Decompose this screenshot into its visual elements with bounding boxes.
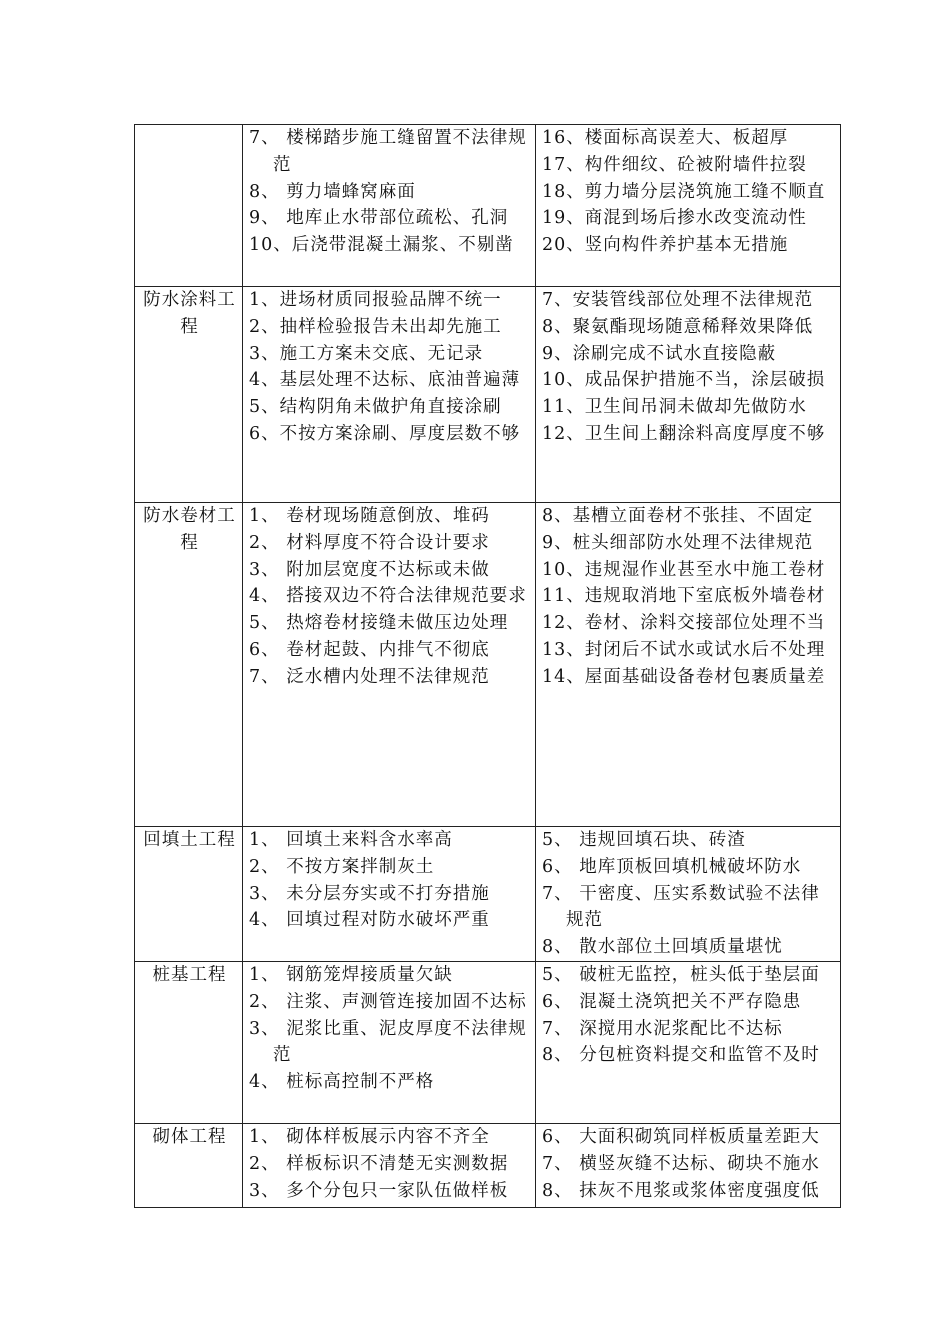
list-item: 2、 样板标识不清楚无实测数据 — [249, 1153, 509, 1174]
category-label: 防水涂料工程 — [143, 290, 236, 337]
list-item: 6、 卷材起鼓、内排气不彻底 — [249, 639, 490, 660]
list-item: 16、楼面标高误差大、板超厚 — [542, 128, 789, 148]
list-item: 5、结构阴角未做护角直接涂刷 — [249, 397, 502, 418]
left-items-cell — [243, 962, 536, 1124]
list-item: 4、 搭接双边不符合法律规范要求 — [249, 586, 527, 607]
list-item: 3、 泥浆比重、泥皮厚度不法律规范 — [249, 1018, 527, 1066]
list-item: 2、 注浆、声测管连接加固不达标 — [249, 991, 527, 1012]
list-item: 3、 未分层夯实或不打夯措施 — [249, 883, 490, 904]
right-items-cell — [536, 503, 841, 827]
left-items-cell — [243, 503, 536, 827]
list-item: 1、 钢筋笼焊接质量欠缺 — [249, 965, 453, 985]
list-item: 5、 违规回填石块、砖渣 — [542, 830, 746, 850]
right-items-cell — [536, 827, 841, 962]
list-item: 14、屋面基础设备卷材包裹质量差 — [542, 666, 826, 687]
table-row — [135, 827, 841, 962]
list-item: 8、 散水部位土回填质量堪忧 — [542, 937, 783, 958]
list-item: 3、施工方案未交底、无记录 — [249, 343, 484, 364]
defects-table-body — [135, 125, 841, 1208]
left-items-cell — [243, 287, 536, 503]
list-item: 7、 楼梯踏步施工缝留置不法律规范 — [249, 128, 527, 175]
list-item: 6、 混凝土浇筑把关不严存隐患 — [542, 991, 802, 1012]
list-item: 4、 桩标高控制不严格 — [249, 1072, 435, 1093]
list-item: 11、卫生间吊洞未做却先做防水 — [542, 397, 807, 418]
list-item: 12、卫生间上翻涂料高度厚度不够 — [542, 423, 826, 444]
category-cell — [135, 1124, 243, 1208]
category-label: 桩基工程 — [152, 965, 227, 985]
right-items-cell — [536, 1124, 841, 1208]
left-items-cell — [243, 125, 536, 287]
list-item: 5、 破桩无监控，桩头低于垫层面 — [542, 965, 820, 985]
table-row — [135, 1124, 841, 1208]
right-items-cell — [536, 287, 841, 503]
right-items-cell — [536, 962, 841, 1124]
list-item: 6、 大面积砌筑同样板质量差距大 — [542, 1127, 820, 1147]
list-item: 7、 干密度、压实系数试验不法律规范 — [542, 883, 820, 931]
list-item: 19、商混到场后掺水改变流动性 — [542, 208, 807, 229]
list-item: 9、桩头细部防水处理不法律规范 — [542, 532, 814, 553]
list-item: 6、 地库顶板回填机械破坏防水 — [542, 856, 802, 877]
list-item: 1、 砌体样板展示内容不齐全 — [249, 1127, 490, 1147]
defects-table — [134, 124, 841, 1208]
list-item: 18、剪力墙分层浇筑施工缝不顺直 — [542, 181, 826, 202]
category-cell — [135, 125, 243, 287]
list-item: 2、抽样检验报告未出却先施工 — [249, 316, 502, 337]
category-cell — [135, 827, 243, 962]
list-item: 10、后浇带混凝土漏浆、不剔凿 — [249, 235, 514, 256]
table-row — [135, 962, 841, 1124]
list-item: 3、 多个分包只一家队伍做样板 — [249, 1180, 509, 1201]
list-item: 9、 地库止水带部位疏松、孔洞 — [249, 208, 509, 229]
list-item: 8、 分包桩资料提交和监管不及时 — [542, 1045, 820, 1066]
list-item: 13、封闭后不试水或试水后不处理 — [542, 639, 826, 660]
category-label: 回填土工程 — [143, 830, 236, 850]
list-item: 1、进场材质同报验品牌不统一 — [249, 290, 502, 310]
list-item: 8、 剪力墙蜂窝麻面 — [249, 181, 416, 202]
table-row — [135, 125, 841, 287]
category-label: 砌体工程 — [152, 1127, 227, 1147]
list-item: 7、 横竖灰缝不达标、砌块不施水 — [542, 1153, 820, 1174]
list-item: 8、 抹灰不甩浆或浆体密度强度低 — [542, 1180, 820, 1201]
left-items-cell — [243, 1124, 536, 1208]
list-item: 3、 附加层宽度不达标或未做 — [249, 559, 490, 580]
table-row — [135, 503, 841, 827]
list-item: 7、安装管线部位处理不法律规范 — [542, 290, 814, 310]
table-row — [135, 287, 841, 503]
list-item: 8、基槽立面卷材不张挂、不固定 — [542, 506, 814, 526]
list-item: 1、 卷材现场随意倒放、堆码 — [249, 506, 490, 526]
list-item: 5、 热熔卷材接缝未做压边处理 — [249, 613, 509, 634]
list-item: 7、 深搅用水泥浆配比不达标 — [542, 1018, 783, 1039]
category-cell — [135, 287, 243, 503]
list-item: 17、构件细纹、砼被附墙件拉裂 — [542, 154, 807, 175]
list-item: 4、基层处理不达标、底油普遍薄 — [249, 370, 521, 391]
list-item: 20、竖向构件养护基本无措施 — [542, 235, 789, 256]
left-items-cell — [243, 827, 536, 962]
list-item: 7、 泛水槽内处理不法律规范 — [249, 666, 490, 687]
list-item: 10、成品保护措施不当，涂层破损 — [542, 370, 826, 391]
category-cell — [135, 962, 243, 1124]
list-item: 8、聚氨酯现场随意稀释效果降低 — [542, 316, 814, 337]
list-item: 4、 回填过程对防水破坏严重 — [249, 910, 490, 931]
list-item: 2、 材料厚度不符合设计要求 — [249, 532, 490, 553]
list-item: 6、不按方案涂刷、厚度层数不够 — [249, 423, 521, 444]
category-label: 防水卷材工程 — [143, 506, 236, 553]
list-item: 11、违规取消地下室底板外墙卷材 — [542, 586, 826, 607]
category-cell — [135, 503, 243, 827]
right-items-cell — [536, 125, 841, 287]
list-item: 2、 不按方案拌制灰土 — [249, 856, 435, 877]
list-item: 12、卷材、涂料交接部位处理不当 — [542, 613, 826, 634]
list-item: 10、违规湿作业甚至水中施工卷材 — [542, 559, 826, 580]
list-item: 1、 回填土来料含水率高 — [249, 830, 453, 850]
list-item: 9、涂刷完成不试水直接隐蔽 — [542, 343, 777, 364]
